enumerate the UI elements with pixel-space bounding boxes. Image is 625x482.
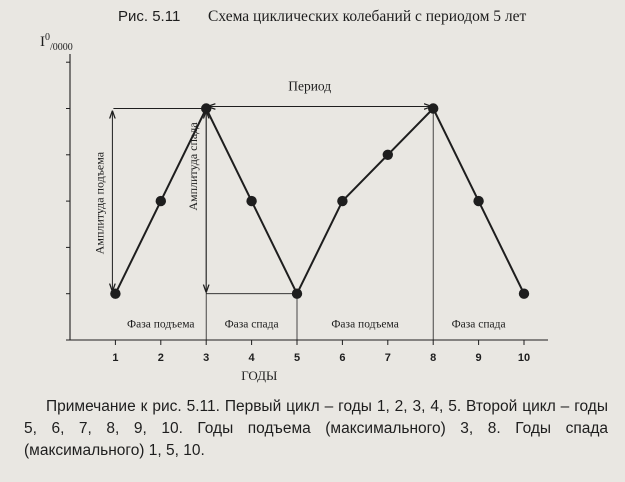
data-points: [110, 103, 529, 299]
y-axis-label-sub: /0000: [50, 42, 73, 53]
series-polyline: [115, 109, 524, 294]
figure-title: Схема циклических колебаний с периодом 5 лет: [208, 8, 527, 25]
x-tick-label-3: 4: [248, 352, 255, 364]
x-tick-label-8: 9: [475, 352, 482, 364]
figure-number: Рис. 5.11: [118, 8, 181, 25]
x-tick-label-1: 2: [157, 352, 164, 364]
data-point-year-7: [383, 150, 393, 160]
data-point-year-1: [110, 289, 120, 299]
x-tick-label-6: 7: [384, 352, 391, 364]
data-point-year-9: [473, 196, 483, 206]
y-ticks: [66, 62, 70, 340]
annotation-lines: [112, 107, 433, 341]
data-point-year-6: [337, 196, 347, 206]
series-line: [115, 109, 524, 294]
x-tick-label-0: 1: [112, 352, 119, 364]
y-axis-label: [40, 32, 73, 53]
data-point-year-2: [156, 196, 166, 206]
y-axis-label-main: I: [40, 34, 45, 50]
x-tick-label-5: 6: [339, 352, 346, 364]
x-tick-label-4: 5: [293, 352, 301, 364]
data-point-year-4: [246, 196, 256, 206]
figure-note: Примечание к рис. 5.11. Первый цикл – годы 1, 2, 3, 4, 5. Второй цикл – годы 5, 6, 7, 8, 9, 10. Годы подъема (максимального) 3, 8. Годы спада (максимального) 1, 5, 10.: [24, 398, 608, 459]
y-axis-label-sup: 0: [45, 32, 50, 43]
x-ticks: [112, 340, 530, 383]
data-point-year-8: [428, 103, 438, 113]
x-tick-label-7: 8: [430, 352, 437, 364]
period-label: Период: [288, 78, 332, 94]
data-point-year-10: [519, 289, 529, 299]
phase-label-1: Фаза спада: [224, 318, 279, 331]
phase-label-0: Фаза подъема: [127, 318, 195, 331]
amplitude-rise-label: Амплитуда подъема: [92, 151, 107, 255]
phase-label-2: Фаза подъема: [331, 318, 399, 331]
amplitude-fall-label: Амплитуда спада: [186, 122, 201, 211]
data-point-year-5: [292, 289, 302, 299]
data-point-year-3: [201, 103, 211, 113]
x-tick-label-2: 3: [203, 352, 210, 364]
phase-label-3: Фаза спада: [451, 318, 506, 331]
x-axis-label: ГОДЫ: [241, 368, 278, 383]
x-tick-label-9: 10: [517, 352, 531, 364]
